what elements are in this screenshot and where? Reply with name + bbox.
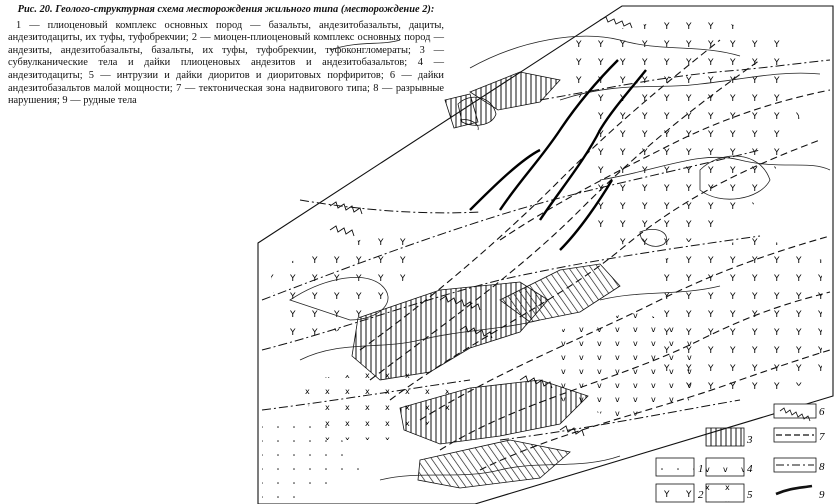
legend-num-7: 7 bbox=[819, 431, 825, 443]
legend-item-6 bbox=[774, 404, 825, 421]
legend-item-8 bbox=[774, 458, 825, 473]
legend-num-4: 4 bbox=[747, 463, 753, 475]
legend-num-5: 5 bbox=[747, 489, 753, 501]
legend bbox=[656, 404, 825, 502]
legend-item-4 bbox=[706, 458, 753, 476]
legend-num-3: 3 bbox=[747, 434, 753, 446]
legend-num-9: 9 bbox=[819, 489, 825, 501]
legend-item-9 bbox=[776, 486, 825, 501]
legend-item-5 bbox=[706, 484, 753, 502]
legend-num-8: 8 bbox=[819, 461, 825, 473]
legend-item-2 bbox=[656, 484, 704, 502]
legend-num-6: 6 bbox=[819, 406, 825, 418]
legend-item-3 bbox=[706, 428, 753, 446]
legend-item-1 bbox=[656, 458, 704, 476]
legend-num-2: 2 bbox=[698, 489, 704, 501]
figure-legend-text: 1 — плиоценовый комплекс основных пород — базальты, андезитобазальты, дациты, андезитодациты, их туфы, туфобрекчии; 2 — миоцен-плиоценовый комплекс основных пород — андезиты, андезитобазальты, базальты, их туфы, туфобрекчии, туфоконгломераты; 3 — субвулканические тела и дайки плиоценовых андезитов и андезитобазальтов; 4 — андезитодациты; 5 — интрузии и дайки диоритов и диоритовых порфиритов; 6 — дайки андезитобазальтов малой мощности; 7 — тектоническая зона надвигового типа; 8 — разрывные нарушения; 9 — рудные тела bbox=[8, 19, 444, 107]
legend-item-7 bbox=[774, 428, 825, 443]
legend-num-1: 1 bbox=[698, 463, 704, 475]
figure-title: Рис. 20. Геолого-структурная схема месторождения жильного типа (месторождение 2): bbox=[17, 4, 435, 15]
